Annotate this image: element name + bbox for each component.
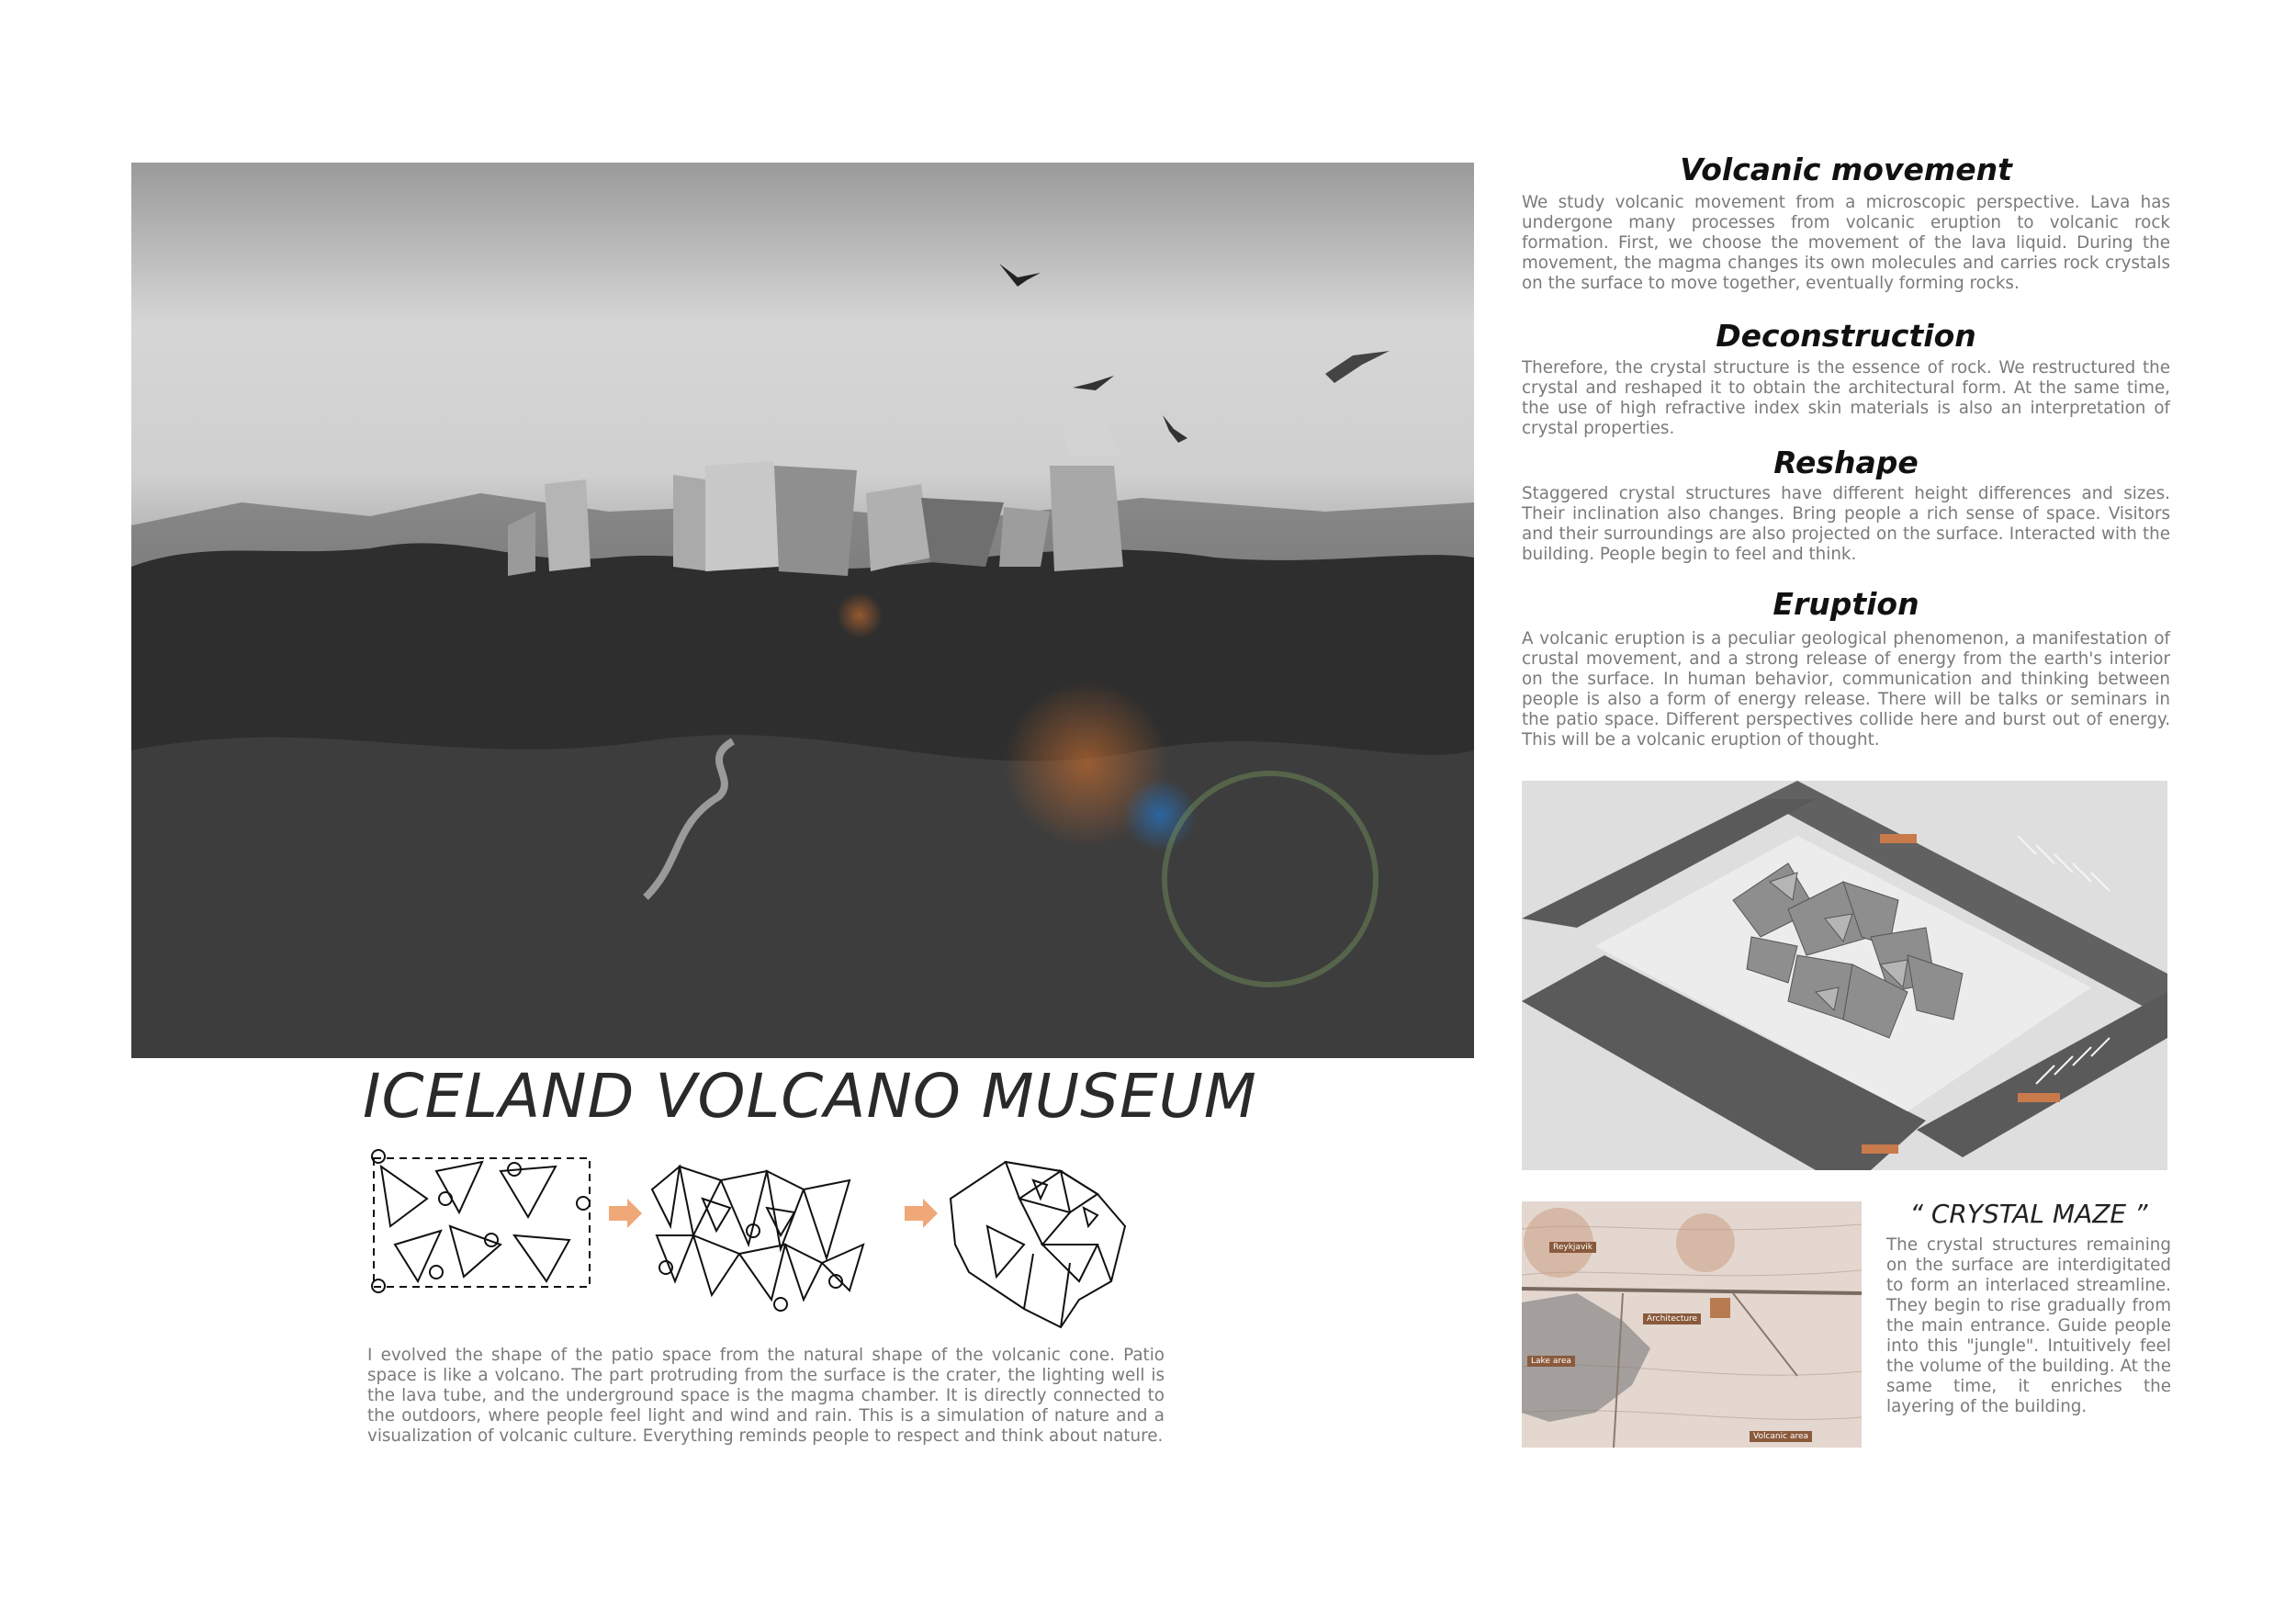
intro-paragraph: I evolved the shape of the patio space from the natural shape of the volcanic cone. Patio space is like a volcano. The part protruding from the surface is the crater, the lighting well is the lava tube, and the underground space is the magma chamber. It is directly connected to the outdoors, where people feel light and wind and rain. This is a simulation of nature and a visualization of volcanic culture. Everything reminds people to respect and think about nature.: [367, 1346, 1165, 1446]
map-label-architecture: Architecture: [1643, 1313, 1701, 1324]
map-label-volcanic-area: Volcanic area: [1750, 1431, 1812, 1442]
diagram-stage-1: [372, 1150, 590, 1292]
axonometric-site-plan: [1522, 781, 2167, 1170]
arrow-icon: [609, 1199, 642, 1228]
section-body-reshape: Staggered crystal structures have different height differences and sizes. Their inclination also changes. Bring people a rich sense of space. Visitors and their surroundings are also projected on the surface. Interacted with the building. People begin to feel and think.: [1522, 484, 2170, 564]
concept-diagram-row: [363, 1144, 1166, 1341]
section-title-reshape: Reshape: [1773, 445, 1919, 480]
section-title-volcanic-movement: Volcanic movement: [1680, 152, 2012, 187]
crystal-maze-title: “ CRYSTAL MAZE ”: [1909, 1199, 2148, 1229]
section-body-deconstruction: Therefore, the crystal structure is the essence of rock. We restructured the crystal and reshaped it to obtain the architectural form. At the same time, the use of high refractive index skin materials is also an interpretation of crystal properties.: [1522, 358, 2170, 438]
page-title: ICELAND VOLCANO MUSEUM: [363, 1061, 1257, 1132]
diagram-stage-2: [652, 1167, 863, 1311]
map-label-reykjavik: Reykjavik: [1549, 1242, 1596, 1253]
section-title-deconstruction: Deconstruction: [1716, 318, 1976, 354]
crystal-maze-body: The crystal structures remaining on the surface are interdigitated to form an interlaced streamline. They begin to rise gradually from the main entrance. Guide people into this "jungle". Intuitively feel the volume of the building. At the same time, it enriches the layering of the building.: [1886, 1235, 2171, 1416]
section-body-volcanic-movement: We study volcanic movement from a microscopic perspective. Lava has undergone many processes from volcanic eruption to volcanic rock formation. First, we choose the movement of the lava liquid. During the movement, the magma changes its own molecules and carries rock crystals on the surface to move together, eventually forming rocks.: [1522, 193, 2170, 293]
diagram-stage-3: [951, 1162, 1125, 1327]
map-label-lake-area: Lake area: [1527, 1356, 1575, 1367]
hero-render-image: [131, 163, 1474, 1058]
arrow-icon: [905, 1199, 938, 1228]
section-title-eruption: Eruption: [1773, 586, 1919, 622]
section-body-eruption: A volcanic eruption is a peculiar geological phenomenon, a manifestation of crustal movement, and a strong release of energy from the earth's interior on the surface. In human behavior, communication and thinking between people is also a form of energy release. There will be talks or seminars in the patio space. Different perspectives collide here and burst out of energy. This will be a volcanic eruption of thought.: [1522, 629, 2170, 750]
site-location-map: [1522, 1201, 1862, 1448]
